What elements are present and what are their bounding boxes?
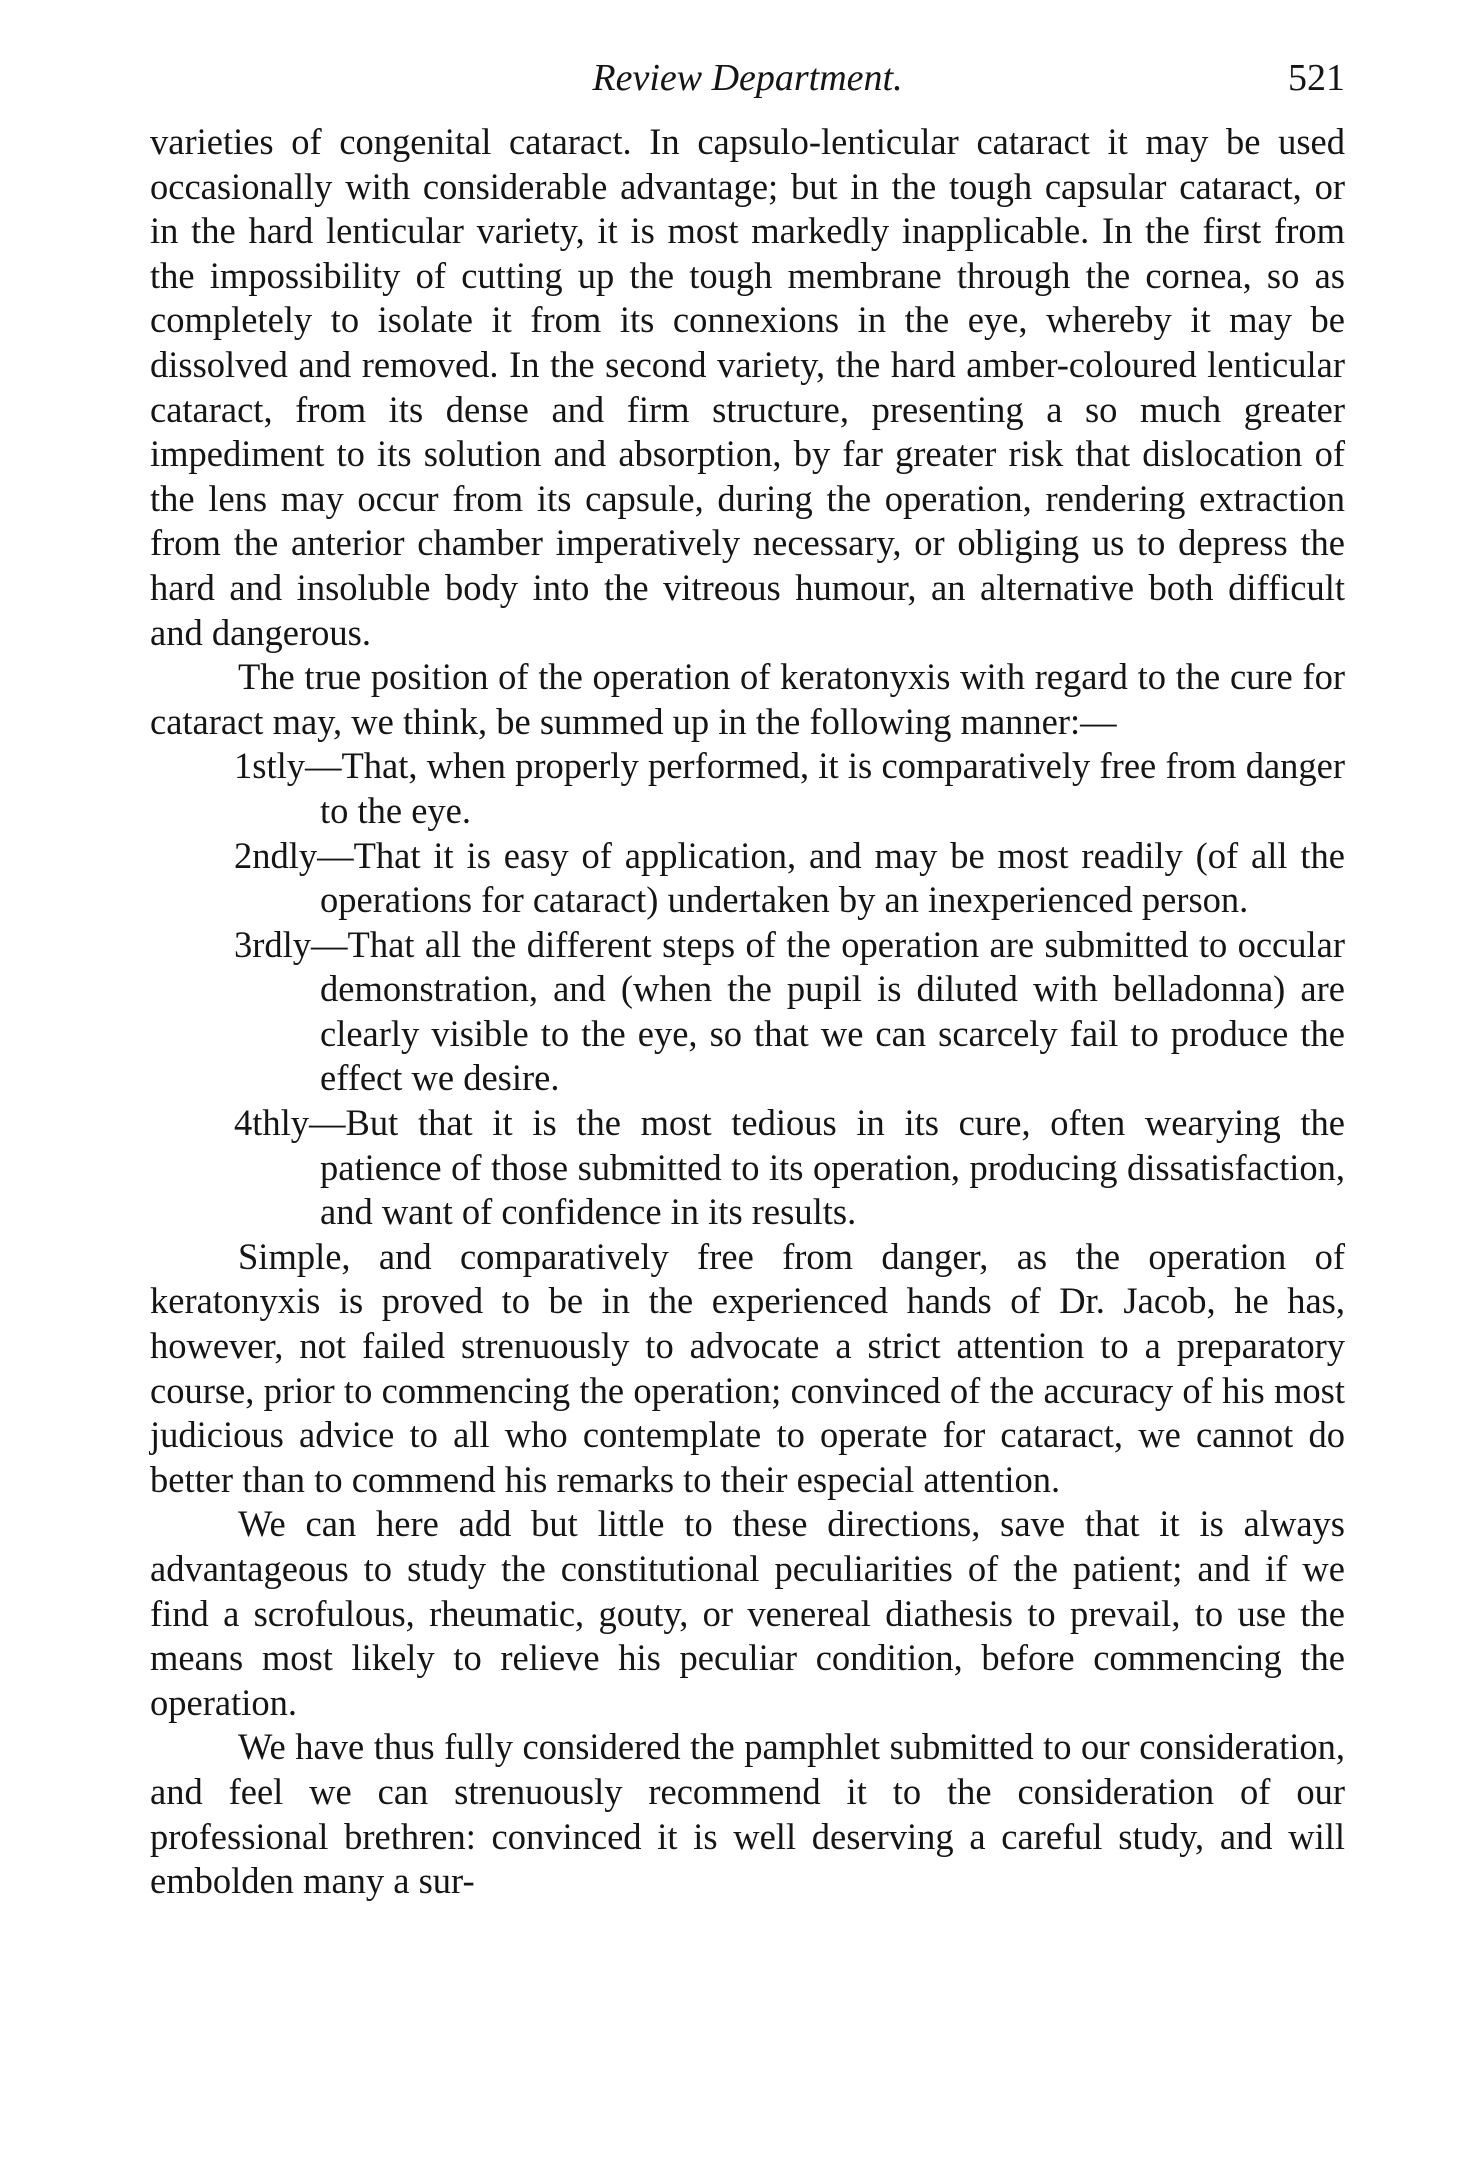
running-head: Review Department. bbox=[592, 57, 903, 99]
page-header bbox=[150, 48, 1345, 108]
list-item-secondly: 2ndly—That it is easy of application, and may be most readily (of all the operations for cataract) undertaken by an inexperienced person. bbox=[234, 834, 1345, 921]
paragraph-preparatory-course: Simple, and comparatively free from danger, as the operation of keratonyxis is proved to be in the experienced hands of Dr. Jacob, he has, however, not failed strenuously to advocate a strict attention to a preparatory course, prior to commencing the operation; convinced of the accuracy of his most judicious advice to all who contemplate to operate for cataract, we cannot do better than to commend his remarks to their especial attention. bbox=[150, 1235, 1345, 1500]
paragraph-keratonyxis-position: The true position of the operation of keratonyxis with regard to the cure for cataract may, we think, be summed up in the following manner:— bbox=[150, 656, 1345, 742]
page-number: 521 bbox=[1288, 57, 1345, 99]
paragraph-continued: varieties of congenital cataract. In capsulo-lenticular cataract it may be used occasionally with considerable advantage; but in the tough capsular cataract, or in the hard lenticular variety, it is most markedly inapplicable. In the first from the impossibility of cutting up the tough membrane through the cornea, so as completely to isolate it from its connexions in the eye, whereby it may be dissolved and removed. In the second variety, the hard amber-coloured lenticular cataract, from its dense and firm structure, presenting a so much greater impediment to its solution and absorption, by far greater risk that dislocation of the lens may occur from its capsule, during the operation, rendering extraction from the anterior chamber imperatively necessary, or obliging us to depress the hard and insoluble body into the vitreous humour, an alternative both difficult and dangerous. bbox=[150, 121, 1345, 653]
body-text bbox=[150, 120, 1345, 1904]
paragraph-conclusion: We have thus fully considered the pamphlet submitted to our consideration, and feel we can strenuously recommend it to the consideration of our professional brethren: convinced it is well deserving a careful study, and will embolden many a sur- bbox=[150, 1726, 1345, 1902]
list-item-fourthly: 4thly—But that it is the most tedious in its cure, often wearying the patience of those submitted to its operation, producing dissatisfaction, and want of confidence in its results. bbox=[234, 1102, 1345, 1233]
paragraph-constitutional-peculiarities: We can here add but little to these directions, save that it is always advantageous to study the constitutional peculiarities of the patient; and if we find a scrofulous, rheumatic, gouty, or venereal diathesis to prevail, to use the means most likely to relieve his peculiar condition, before commencing the operation. bbox=[150, 1503, 1345, 1723]
list-item-thirdly: 3rdly—That all the different steps of the operation are submitted to occular demonstration, and (when the pupil is diluted with belladonna) are clearly visible to the eye, so that we can scarcely fail to produce the effect we desire. bbox=[234, 923, 1345, 1099]
list-item-firstly: 1stly—That, when properly performed, it is comparatively free from danger to the eye. bbox=[234, 745, 1345, 831]
